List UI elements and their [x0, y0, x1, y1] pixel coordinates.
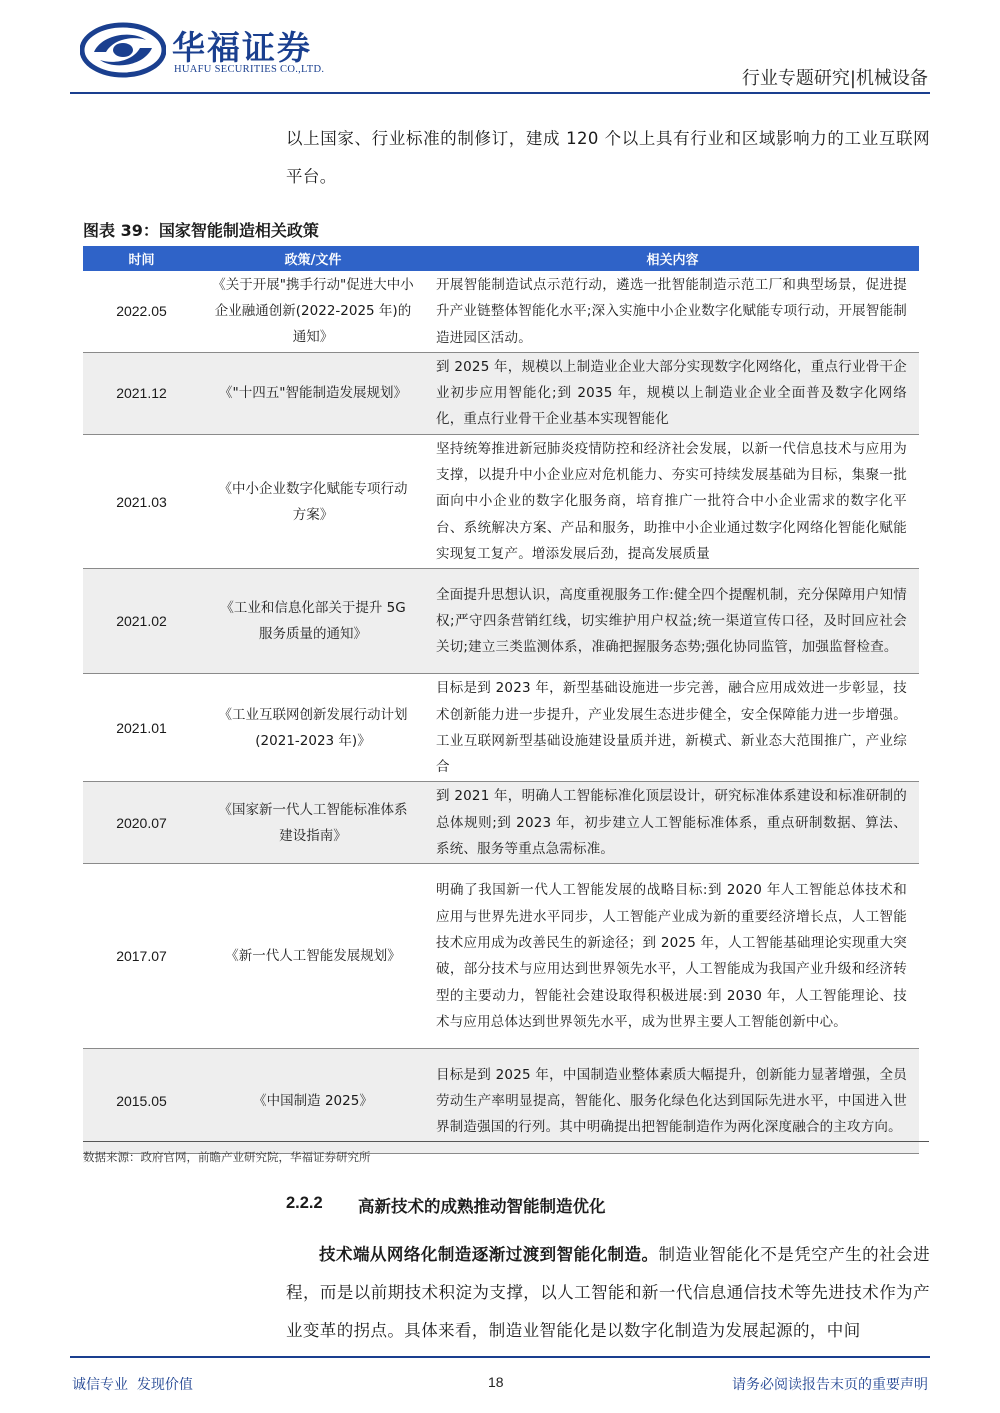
row-content: 到 2021 年，明确人工智能标准化顶层设计，研究标准体系建设和标准研制的总体规则;到 2023 年，初步建立人工智能标准体系，重点研制数据、算法、系统、服务等重点急需标准。 [426, 782, 919, 864]
header-divider [70, 92, 930, 94]
table-row [83, 864, 919, 1049]
table-row [83, 271, 919, 352]
row-content: 目标是到 2025 年，中国制造业整体素质大幅提升，创新能力显著增强，全员劳动生产率明显提高，智能化、服务化绿色化达到国际先进水平，中国进入世界制造强国的行列。其中明确提出把智能制造作为两化深度融合的主攻方向。 [426, 1049, 919, 1154]
header-content: 相关内容 [426, 246, 919, 271]
row-policy: 《关于开展"携手行动"促进大中小企业融通创新(2022-2025 年)的通知》 [200, 271, 426, 352]
report-category: 行业专题研究|机械设备 [741, 68, 928, 89]
huafu-logo-icon [80, 22, 166, 78]
footer-slogan: 诚信专业 发现价值 [72, 1377, 193, 1393]
row-date: 2021.01 [83, 674, 200, 782]
page-number: 18 [488, 1374, 504, 1390]
table-row [83, 1049, 919, 1154]
row-policy: 《"十四五"智能制造发展规划》 [200, 352, 426, 434]
row-content: 明确了我国新一代人工智能发展的战略目标:到 2020 年人工智能总体技术和应用与世界先进水平同步，人工智能产业成为新的重要经济增长点，人工智能技术应用成为改善民生的新途径；到 2025 年，人工智能基础理论实现重大突破，部分技术与应用达到世界领先水平，人工智能成为我国产业升级和经济转型的主要动力，智能社会建设取得积极进展:到 2030 年，人工智能理论、技术与应用总体达到世界领先水平，成为世界主要人工智能创新中心。 [426, 864, 919, 1049]
row-content: 全面提升思想认识，高度重视服务工作:健全四个提醒机制，充分保障用户知情权;严守四条营销红线，切实维护用户权益;统一渠道宣传口径，及时回应社会关切;建立三类监测体系，准确把握服务态势;强化协同监管，加强监督检查。 [426, 569, 919, 674]
company-logo [80, 18, 360, 80]
header-date: 时间 [83, 246, 200, 271]
table-row [83, 569, 919, 674]
row-policy: 《中小企业数字化赋能专项行动方案》 [200, 434, 426, 568]
body-text: 制造业智能化不是凭空产生的社会进程，而是以前期技术积淀为支撑，以人工智能和新一代信息通信技术等先进技术作为产业变革的拐点。具体来看，制造业智能化是以数字化制造为发展起源的，中间 [286, 1245, 930, 1340]
row-content: 目标是到 2023 年，新型基础设施进一步完善，融合应用成效进一步彰显，技术创新能力进一步提升，产业发展生态进步健全，安全保障能力进一步增强。工业互联网新型基础设施建设量质并进，新模式、新业态大范围推广，产业综合 [426, 674, 919, 782]
row-content: 坚持统筹推进新冠肺炎疫情防控和经济社会发展，以新一代信息技术与应用为支撑，以提升中小企业应对危机能力、夯实可持续发展基础为目标，集聚一批面向中小企业的数字化服务商，培育推广一批符合中小企业需求的数字化平台、系统解决方案、产品和服务，助推中小企业通过数字化网络化智能化赋能实现复工复产。增添发展后劲，提高发展质量 [426, 434, 919, 568]
row-date: 2021.12 [83, 352, 200, 434]
table-title: 图表 39：国家智能制造相关政策 [83, 221, 319, 240]
row-policy: 《工业和信息化部关于提升 5G 服务质量的通知》 [200, 569, 426, 674]
intro-paragraph: 以上国家、行业标准的制修订，建成 120 个以上具有行业和区域影响力的工业互联网平台。 [286, 129, 930, 186]
row-date: 2015.05 [83, 1049, 200, 1154]
table-row [83, 352, 919, 434]
row-policy: 《工业互联网创新发展行动计划(2021-2023 年)》 [200, 674, 426, 782]
row-date: 2021.02 [83, 569, 200, 674]
policy-table [83, 246, 919, 1154]
footer-disclaimer: 请务必阅读报告末页的重要声明 [732, 1377, 928, 1393]
header-policy: 政策/文件 [200, 246, 426, 271]
table-row [83, 434, 919, 568]
brand-name-en: HUAFU SECURITIES CO.,LTD. [174, 64, 325, 75]
brand-name-cn: 华福证券 [172, 28, 312, 67]
body-lead-sentence: 技术端从网络化制造逐渐过渡到智能化制造。 [319, 1245, 659, 1264]
footer-divider [70, 1356, 930, 1358]
row-date: 2022.05 [83, 271, 200, 352]
table-row [83, 674, 919, 782]
table-row [83, 782, 919, 864]
row-policy: 《新一代人工智能发展规划》 [200, 864, 426, 1049]
row-content: 开展智能制造试点示范行动，遴选一批智能制造示范工厂和典型场景，促进提升产业链整体智能化水平;深入实施中小企业数字化赋能专项行动，开展智能制造进园区活动。 [426, 271, 919, 352]
row-policy: 《国家新一代人工智能标准体系建设指南》 [200, 782, 426, 864]
row-policy: 《中国制造 2025》 [200, 1049, 426, 1154]
row-date: 2017.07 [83, 864, 200, 1049]
row-date: 2020.07 [83, 782, 200, 864]
table-header-row [83, 246, 919, 271]
row-content: 到 2025 年，规模以上制造业企业大部分实现数字化网络化，重点行业骨干企业初步应用智能化;到 2035 年，规模以上制造业企业全面普及数字化网络化，重点行业骨干企业基本实现智能化 [426, 352, 919, 434]
section-title: 高新技术的成熟推动智能制造优化 [358, 1197, 606, 1216]
source-note: 数据来源：政府官网，前瞻产业研究院，华福证券研究所 [83, 1150, 371, 1164]
section-number: 2.2.2 [286, 1194, 323, 1212]
body-paragraph [286, 1236, 930, 1350]
row-date: 2021.03 [83, 434, 200, 568]
table-bottom-divider [83, 1141, 929, 1142]
